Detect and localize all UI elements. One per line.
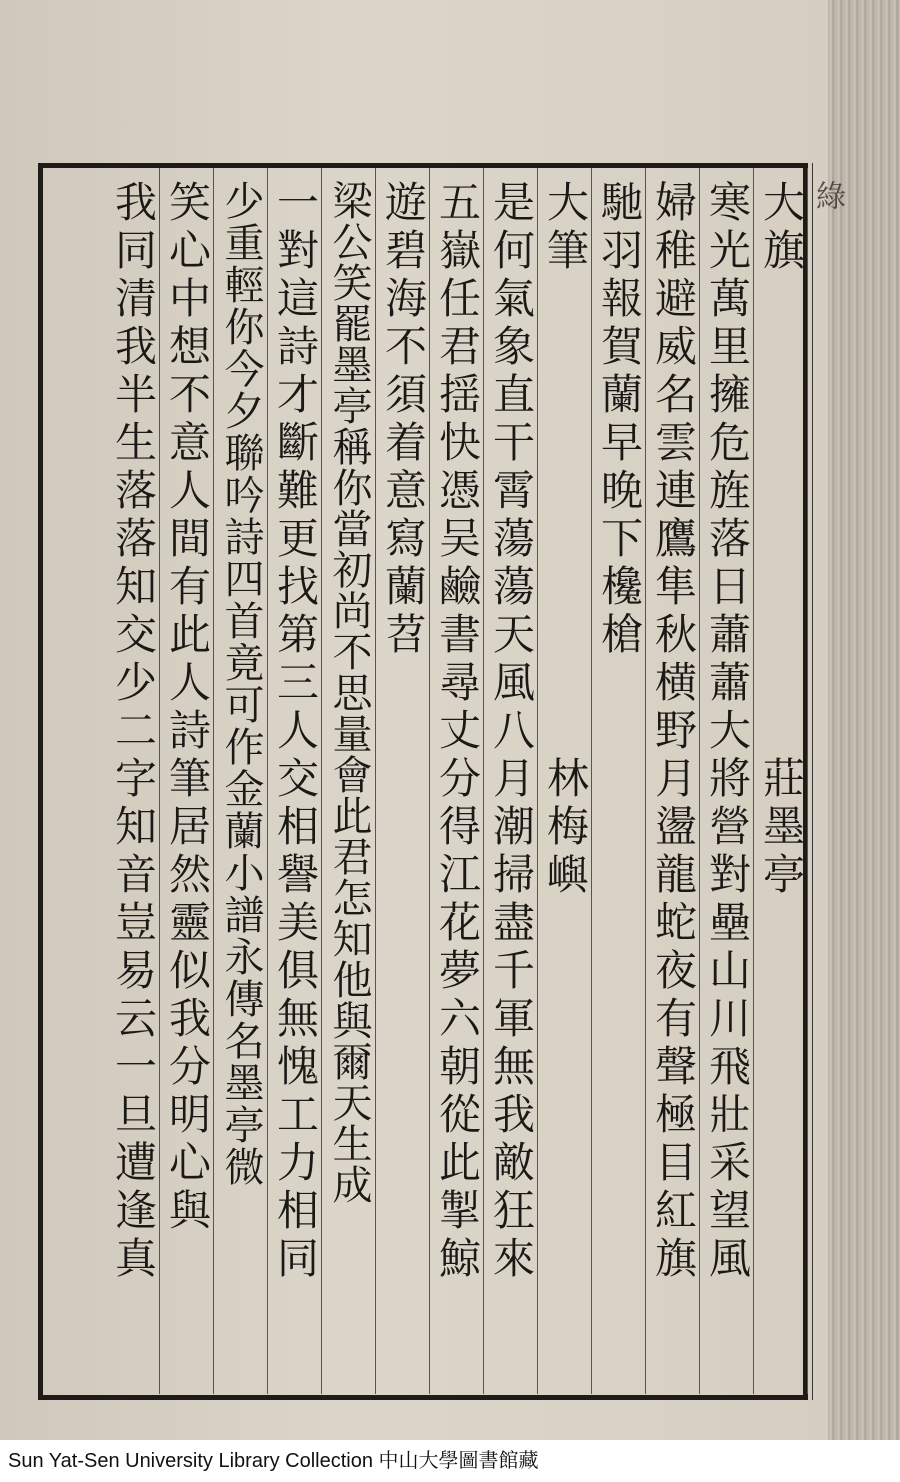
column-text: 梁公笑罷墨亭稱你當初尚不思量會此君怎知他與爾天生成	[326, 180, 372, 1205]
column-text: 我同清我半生落落知交少二字知音豈易云一旦遭逢真	[109, 180, 158, 1284]
column-7	[430, 168, 484, 1394]
column-10	[268, 168, 322, 1394]
column-8	[376, 168, 430, 1394]
column-13	[106, 168, 160, 1394]
column-text: 是何氣象直干霄蕩蕩天風八月潮掃盡千軍無我敵狂來	[487, 180, 536, 1284]
column-2	[700, 168, 754, 1394]
column-text: 笑心中想不意人間有此人詩筆居然靈似我分明心與	[163, 180, 212, 1236]
column-text: 大筆 林梅嶼	[541, 180, 590, 900]
column-text: 五嶽任君揺快憑吴鹼書尋丈分得江花夢六朝從此掣鯨	[433, 180, 482, 1284]
column-6	[484, 168, 538, 1394]
column-4	[592, 168, 646, 1394]
column-text: 馳羽報賀蘭早晚下欃槍	[595, 180, 644, 660]
column-text: 寒光萬里擁危旌落日蕭蕭大將營對壘山川飛壯采望風	[703, 180, 752, 1284]
column-1	[754, 168, 808, 1394]
column-text: 大旗 莊墨亭	[757, 180, 806, 900]
column-11	[214, 168, 268, 1394]
margin-title-box	[812, 163, 833, 1400]
column-text: 遊碧海不須着意寫蘭苕	[379, 180, 428, 660]
column-3	[646, 168, 700, 1394]
column-12	[160, 168, 214, 1394]
column-5	[538, 168, 592, 1394]
column-text: 一對這詩才斷難更找第三人交相譽美俱無愧工力相同	[271, 180, 320, 1284]
page-edge-stack	[828, 0, 900, 1440]
column-text: 婦稚避威名雲連鷹隼秋横野月盪龍蛇夜有聲極目紅旗	[649, 180, 698, 1284]
column-9	[322, 168, 376, 1394]
running-title: 綠	[810, 180, 845, 214]
column-text: 少重輕你今夕聯吟詩四首竟可作金蘭小譜永傳名墨亭微	[218, 180, 264, 1188]
library-credit: Sun Yat-Sen University Library Collection 中山大學圖書館藏	[0, 1440, 900, 1482]
